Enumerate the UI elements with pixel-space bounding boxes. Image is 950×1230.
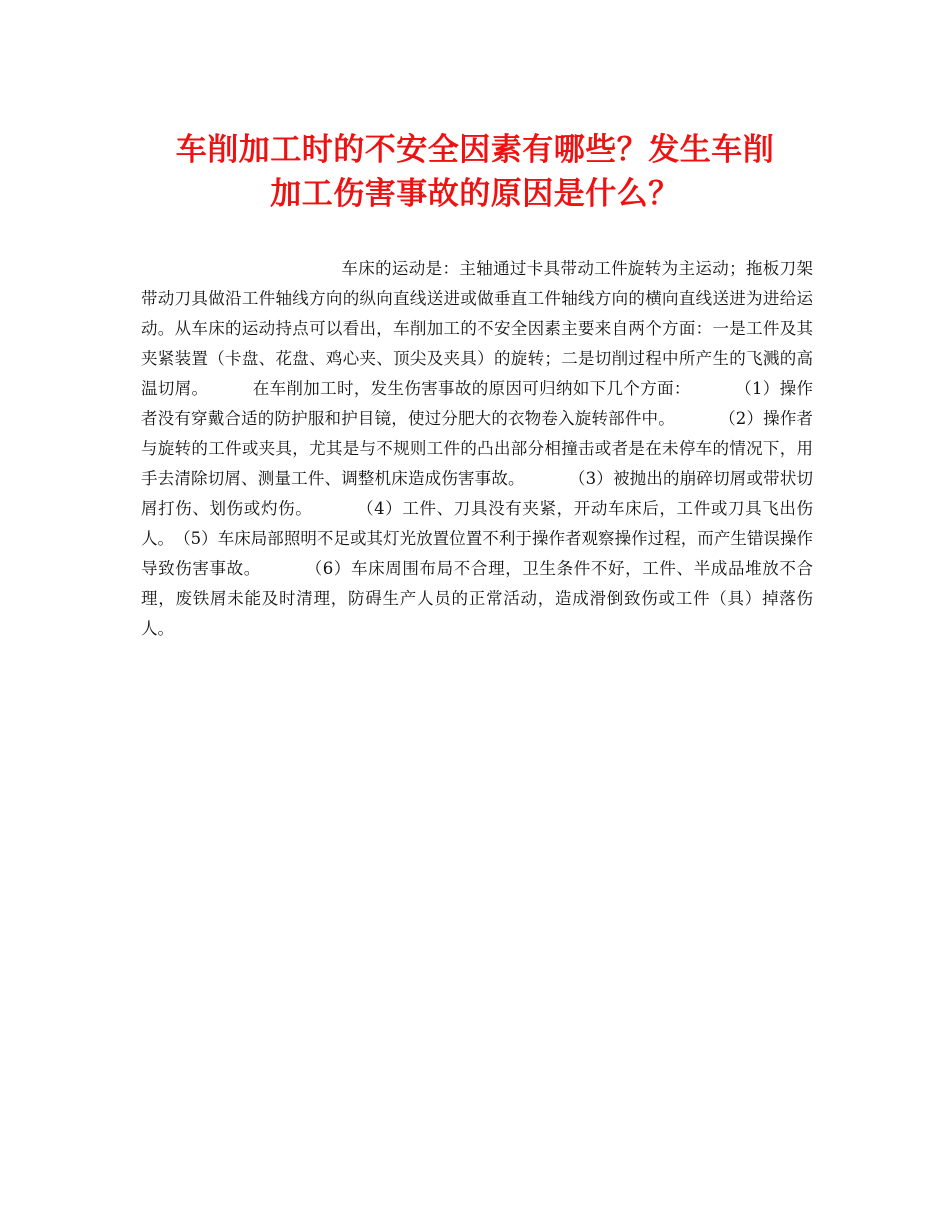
paragraph-accident-causes-intro: 在车削加工时，发生伤害事故的原因可归纳如下几个方面： [252, 379, 691, 398]
document-title [140, 128, 810, 216]
document-body [141, 254, 813, 644]
paragraph-cause-1: （1）操作者没有穿戴合适的防护服和护目镜，使过分肥大的衣物卷入旋转部件中。 [141, 379, 813, 428]
paragraph-cause-3: （3）被抛出的崩碎切屑或带状切屑打伤、划伤或灼伤。 [141, 469, 814, 518]
paragraph-cause-4: （4）工件、刀具没有夹紧，开动车床后，工件或刀具飞出伤人。 [141, 499, 814, 548]
paragraph-machine-motion: 车床的运动是：主轴通过卡具带动工件旋转为主运动；拖板刀架带动刀具做沿工件轴线方向的纵向直线送进或做垂直工件轴线方向的横向直线送进为进给运动。从车床的运动持点可以看出，车削加工的不安全因素主要来自两个方面：一是工件及其夹紧装置（卡盘、花盘、鸡心夹、顶尖及夹具）的旋转；二是切削过程中所产生的飞溅的高温切屑。 [141, 259, 813, 398]
paragraph-cause-6: （6）车床周围布局不合理，卫生条件不好，工件、半成品堆放不合理，废铁屑未能及时清理，防碍生产人员的正常活动，造成滑倒致伤或工件（具）掉落伤人。 [141, 559, 814, 638]
title-line-1: 车削加工时的不安全因素有哪些？发生车削 [175, 132, 775, 168]
title-line-2: 加工伤害事故的原因是什么？ [270, 176, 680, 212]
paragraph-cause-5: （5）车床局部照明不足或其灯光放置位置不利于操作者观察操作过程，而产生错误操作导致伤害事故。 [141, 529, 814, 578]
paragraph-cause-2: （2）操作者与旋转的工件或夹具，尤其是与不规则工件的凸出部分相撞击或者是在未停车的情况下，用手去清除切屑、测量工件、调整机床造成伤害事故。 [141, 409, 814, 488]
